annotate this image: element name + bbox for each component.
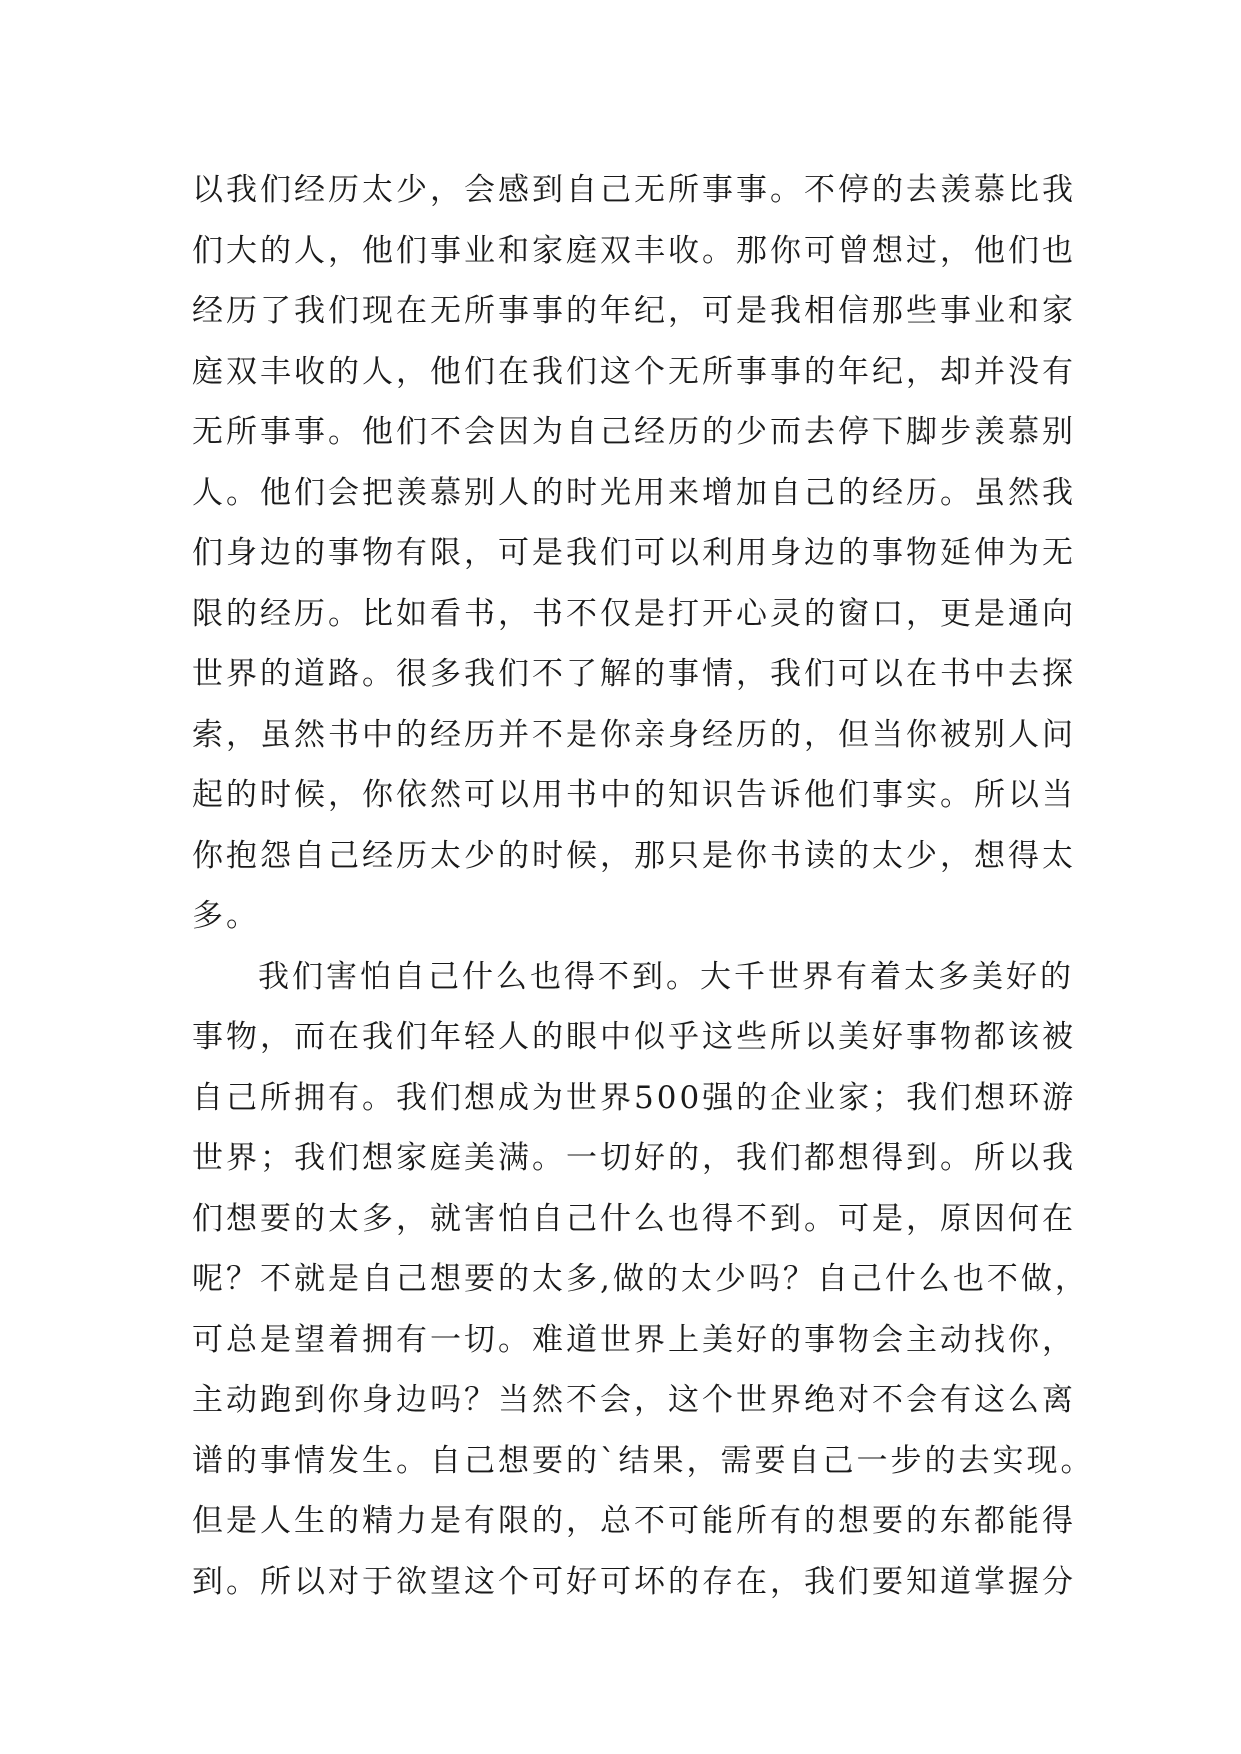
body-text (192, 160, 1095, 1612)
text-line: 庭双丰收的人，他们在我们这个无所事事的年纪，却并没有 (192, 353, 1076, 390)
text-line: 世界的道路。很多我们不了解的事情，我们可以在书中去探 (192, 656, 1076, 692)
text-line: 你抱怨自己经历太少的时候，那只是你书读的太少，想得太 (192, 837, 1076, 874)
text-line: 自己所拥有。我们想成为世界500强的企业家；我们想环游 (192, 1079, 1077, 1116)
text-line: 呢？不就是自己想要的太多,做的太少吗？自己什么也不做， (192, 1261, 1089, 1297)
text-line: 们想要的太多，就害怕自己什么也得不到。可是，原因何在 (192, 1200, 1076, 1237)
text-line: 人。他们会把羡慕别人的时光用来增加自己的经历。虽然我 (192, 474, 1076, 511)
text-line: 以我们经历太少，会感到自己无所事事。不停的去羡慕比我 (192, 172, 1076, 208)
text-line: 主动跑到你身边吗？当然不会，这个世界绝对不会有这么离 (192, 1382, 1076, 1418)
text-line: 索，虽然书中的经历并不是你亲身经历的，但当你被别人问 (192, 716, 1076, 753)
text-line: 经历了我们现在无所事事的年纪，可是我相信那些事业和家 (192, 293, 1076, 329)
text-line: 们大的人，他们事业和家庭双丰收。那你可曾想过，他们也 (192, 232, 1076, 269)
text-line: 可总是望着拥有一切。难道世界上美好的事物会主动找你， (192, 1321, 1076, 1358)
text-line: 但是人生的精力是有限的，总不可能所有的想要的东都能得 (192, 1503, 1076, 1539)
text-line: 世界；我们想家庭美满。一切好的，我们都想得到。所以我 (192, 1140, 1076, 1176)
text-line: 事物，而在我们年轻人的眼中似乎这些所以美好事物都该被 (192, 1019, 1076, 1055)
text-line: 到。所以对于欲望这个可好可坏的存在，我们要知道掌握分 (192, 1563, 1076, 1600)
text-line: 多。 (192, 898, 260, 934)
text-line: 我们害怕自己什么也得不到。大千世界有着太多美好的 (258, 958, 1074, 995)
text-line: 限的经历。比如看书，书不仅是打开心灵的窗口，更是通向 (192, 595, 1076, 632)
text-line: 无所事事。他们不会因为自己经历的少而去停下脚步羡慕别 (192, 414, 1076, 450)
text-line: 起的时候，你依然可以用书中的知识告诉他们事实。所以当 (192, 777, 1076, 813)
text-line: 们身边的事物有限，可是我们可以利用身边的事物延伸为无 (192, 535, 1076, 571)
text-line: 谱的事情发生。自己想要的`结果，需要自己一步的去实现。 (192, 1442, 1095, 1479)
